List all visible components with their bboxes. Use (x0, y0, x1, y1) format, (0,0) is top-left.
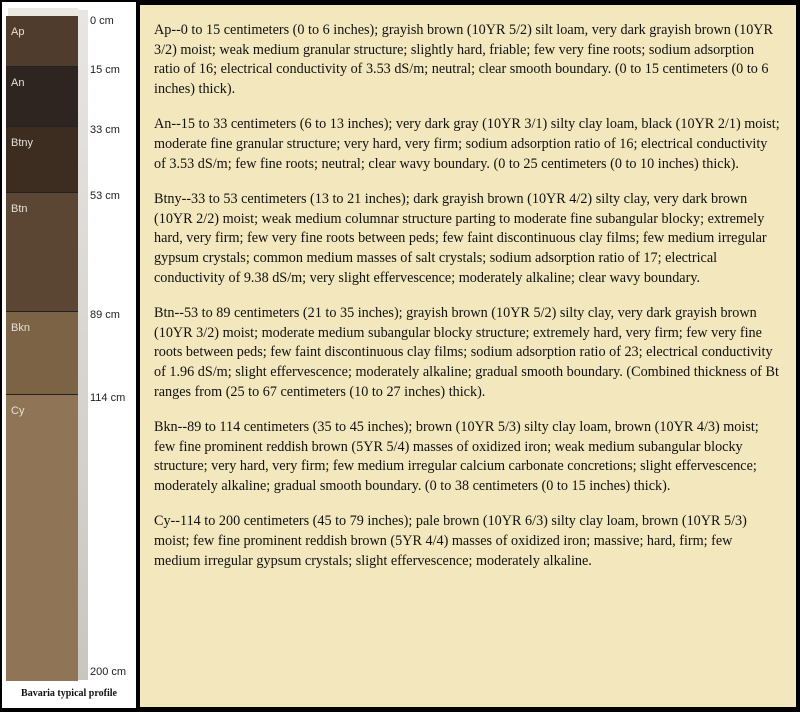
horizon-btn (6, 192, 78, 313)
horizon-label: An (11, 76, 25, 89)
horizon-cy (6, 394, 78, 681)
depth-label: 53 cm (90, 189, 120, 202)
horizon-label: Btny (11, 136, 34, 149)
horizon-label: Bkn (11, 322, 30, 335)
horizon-btny (6, 126, 78, 193)
horizon-label: Btn (11, 202, 28, 215)
depth-label: 15 cm (90, 63, 120, 76)
depth-label: 200 cm (90, 666, 127, 678)
horizon-bkn (6, 311, 78, 395)
horizon-description-btn: Btn--53 to 89 centimeters (21 to 35 inches); grayish brown (10YR 5/2) silty clay, very dark grayish brown (10YR 3/2) moist; moderate medium subangular blocky structure; extremely hard, very firm; few very fine roots between peds; few faint discontinuous clay films; sodium adsorption ratio of 23; electrical conductivity of 1.96 dS/m; slight effervescence; moderately alkaline; gradual smooth boundary. (Combined thickness of Bt ranges from (25 to 67 centimeters (10 to 27 inches) thick). (154, 305, 779, 400)
depth-label: 114 cm (90, 392, 126, 405)
soil-profile-panel (2, 2, 136, 708)
horizon-description-bkn: Bkn--89 to 114 centimeters (35 to 45 inches); brown (10YR 5/3) silty clay loam, brown (10YR 4/3) moist; few fine prominent reddish brown (5YR 5/4) masses of oxidized iron; weak medium subangular blocky structure; very hard, very firm; few medium irregular calcium carbonate concretions; slight effervescence; moderately alkaline; gradual smooth boundary. (0 to 38 centimeters (0 to 15 inches) thick). (154, 419, 759, 494)
soil-column (6, 16, 78, 680)
horizon-ap (6, 16, 78, 66)
horizon-description-cy: Cy--114 to 200 centimeters (45 to 79 inches); pale brown (10YR 6/3) silty clay loam, brown (10YR 5/3) moist; few fine prominent reddish brown (5YR 4/4) masses of oxidized iron; massive; hard, firm; few medium irregular gypsum crystals; slight effervescence; moderately alkaline. (154, 513, 747, 569)
depth-label: 33 cm (90, 123, 120, 136)
depth-label: 89 cm (90, 309, 120, 322)
horizon-an (6, 66, 78, 127)
profile-caption: Bavaria typical profile (21, 688, 117, 699)
horizon-description-an: An--15 to 33 centimeters (6 to 13 inches); very dark gray (10YR 3/1) silty clay loam, black (10YR 2/1) moist; moderate fine granular structure; very hard, very firm; sodium adsorption ratio of 16; electrical conductivity of 3.53 dS/m; few fine roots; neutral; clear wavy boundary. (0 to 25 centimeters (0 to 10 inches) thick). (154, 116, 780, 172)
horizon-label: Ap (11, 26, 25, 38)
column-side-face (78, 10, 88, 680)
horizon-description-ap: Ap--0 to 15 centimeters (0 to 6 inches); grayish brown (10YR 5/2) silt loam, very dark grayish brown (10YR 3/2) moist; weak medium granular structure; slightly hard, friable; few very fine roots; sodium adsorption ratio of 16; electrical conductivity of 3.53 dS/m; neutral; clear smooth boundary. (0 to 15 centimeters (0 to 6 inches) thick). (154, 22, 774, 97)
horizon-label: Cy (11, 405, 25, 418)
depth-label: 0 cm (90, 15, 114, 27)
horizon-description-btny: Btny--33 to 53 centimeters (13 to 21 inches); dark grayish brown (10YR 4/2) silty clay, very dark brown (10YR 2/2) moist; weak medium columnar structure parting to moderate fine subangular blocky; extremely hard, very firm; few very fine roots between peds; few faint discontinuous clay films; few medium irregular gypsum crystals; common medium masses of salt crystals; sodium adsorption ratio of 17; electrical conductivity of 9.38 dS/m; very slight effervescence; moderately alkaline; clear wavy boundary. (154, 191, 767, 286)
horizon-descriptions-panel (140, 5, 796, 707)
